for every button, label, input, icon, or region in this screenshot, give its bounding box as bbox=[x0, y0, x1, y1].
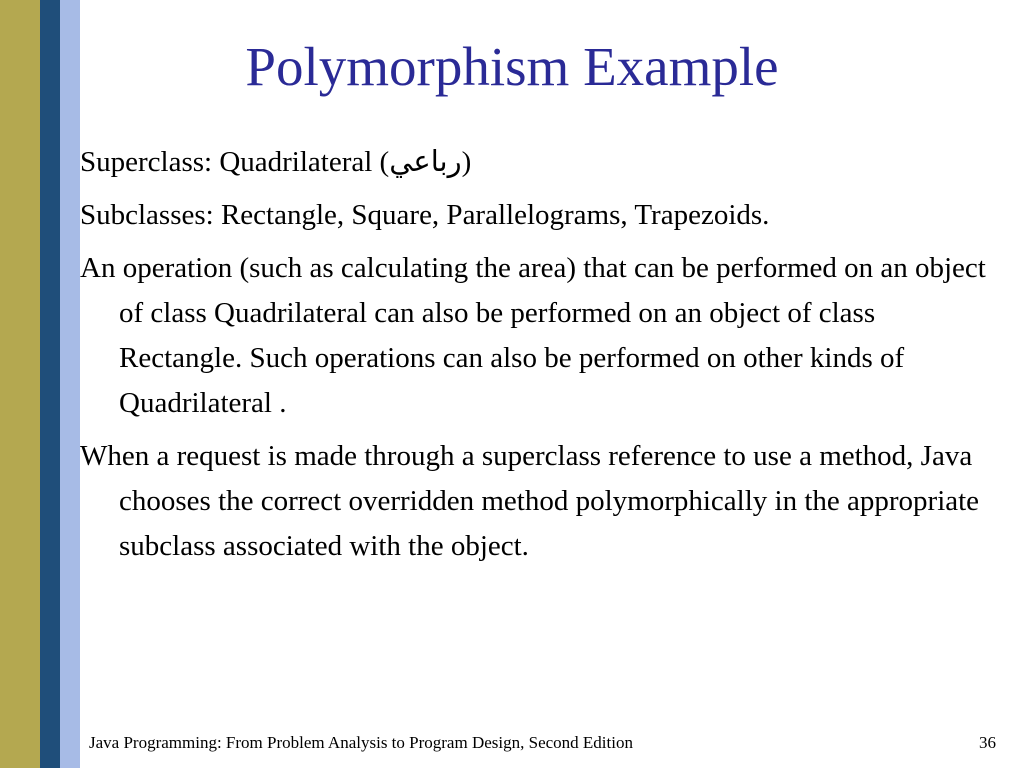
page-number: 36 bbox=[979, 733, 996, 752]
slide-body bbox=[80, 140, 990, 577]
bullet-operation: An operation (such as calculating the area) that can be performed on an object of class Quadrilateral can also be performed on an object of class Rectangle. Such operations can also be performed on other kinds of Quadrilateral . bbox=[80, 252, 986, 419]
side-stripe-navy bbox=[40, 0, 60, 768]
bullet-superclass: Superclass: Quadrilateral (رباعي) bbox=[80, 146, 472, 178]
side-stripe-blue bbox=[60, 0, 80, 768]
slide-footer: Java Programming: From Problem Analysis to Program Design, Second Edition bbox=[89, 733, 633, 752]
side-stripe-olive bbox=[0, 0, 40, 768]
slide-title: Polymorphism Example bbox=[245, 36, 779, 97]
bullet-subclasses: Subclasses: Rectangle, Square, Parallelograms, Trapezoids. bbox=[80, 199, 770, 231]
bullet-request: When a request is made through a superclass reference to use a method, Java chooses the correct overridden method polymorphically in the appropriate subclass associated with the object. bbox=[80, 440, 980, 562]
